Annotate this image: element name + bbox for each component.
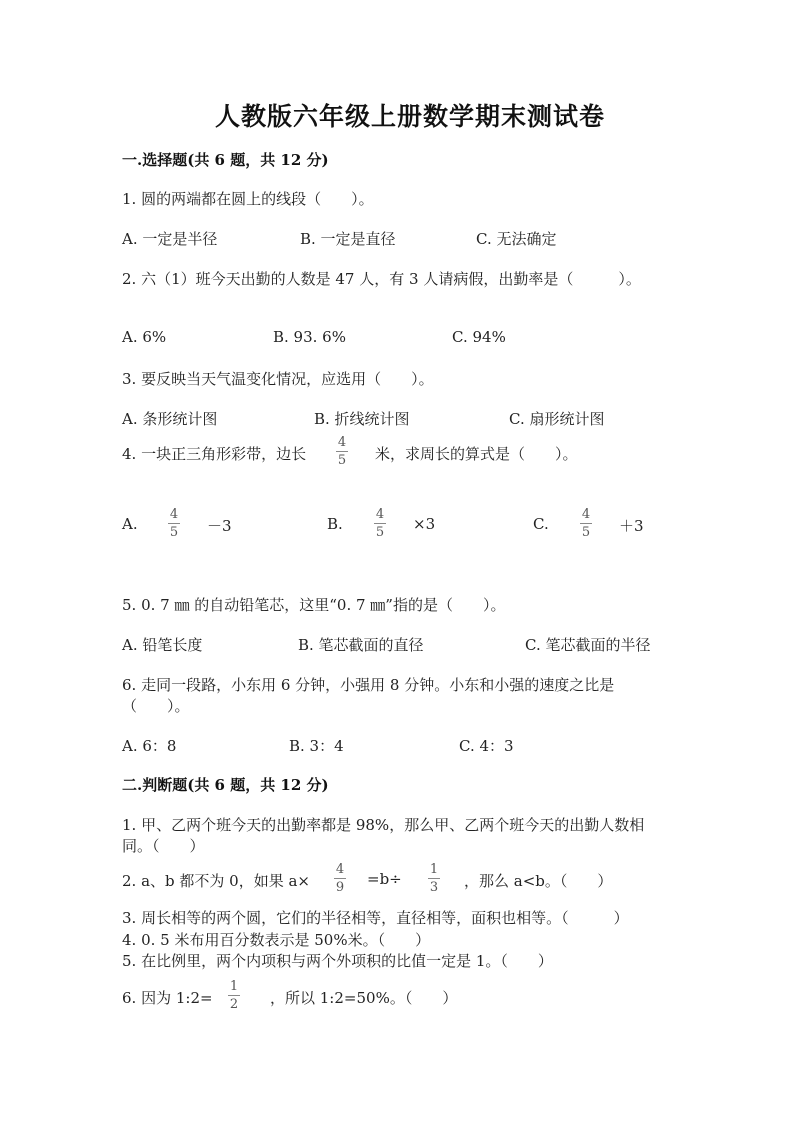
judgment-1-line-1: 1. 甲、乙两个班今天的出勤率都是 98%，那么甲、乙两个班今天的出勤人数相: [122, 816, 645, 834]
fraction-bar: [374, 523, 386, 524]
question-3-text: 3. 要反映当天气温变化情况，应选用（ ）。: [122, 370, 434, 388]
fraction-numerator: 1: [429, 862, 439, 877]
q6-option-b: B. 3：4: [289, 737, 344, 755]
q4-option-b-fraction: [374, 507, 386, 540]
q3-option-a: A. 条形统计图: [122, 410, 218, 428]
q4-option-a-label: A.: [122, 515, 138, 533]
q2-option-c: C. 94%: [452, 328, 506, 346]
fraction-denominator: 9: [335, 880, 345, 895]
q1-option-a: A. 一定是半径: [122, 230, 218, 248]
q5-option-b: B. 笔芯截面的直径: [298, 636, 424, 654]
fraction-numerator: 4: [337, 435, 347, 450]
judgment-3-text: 3. 周长相等的两个圆，它们的半径相等，直径相等，面积也相等。（ ）: [122, 909, 629, 927]
fraction-bar: [334, 878, 346, 879]
q4-option-a-op: －3: [207, 517, 232, 535]
question-1-text: 1. 圆的两端都在圆上的线段（ ）。: [122, 190, 374, 208]
fraction-bar: [228, 995, 240, 996]
q4-option-a-fraction: [168, 507, 180, 540]
judgment-1-line-2: 同。（ ）: [122, 837, 205, 855]
q3-option-b: B. 折线统计图: [314, 410, 410, 428]
q2-option-b: B. 93. 6%: [273, 328, 346, 346]
fraction-bar: [336, 451, 348, 452]
judgment-2-fraction-1: [334, 862, 346, 895]
section-heading-choice: 一.选择题(共 6 题，共 12 分): [122, 151, 329, 169]
q6-option-c: C. 4：3: [459, 737, 514, 755]
judgment-2-text-pre: 2. a、b 都不为 0，如果 a×: [122, 872, 310, 890]
q4-option-c-label: C.: [533, 515, 549, 533]
fraction-denominator: 3: [429, 880, 439, 895]
question-2-text: 2. 六（1）班今天出勤的人数是 47 人，有 3 人请病假，出勤率是（ ）。: [122, 270, 641, 288]
judgment-6-fraction: [228, 979, 240, 1012]
fraction-denominator: 5: [169, 525, 179, 540]
question-6-line-1: 6. 走同一段路，小东用 6 分钟，小强用 8 分钟。小东和小强的速度之比是: [122, 676, 615, 694]
q2-option-a: A. 6%: [122, 328, 167, 346]
judgment-4-text: 4. 0. 5 米布用百分数表示是 50%米。（ ）: [122, 931, 431, 949]
q4-option-c-fraction: [580, 507, 592, 540]
section-heading-judgment: 二.判断题(共 6 题，共 12 分): [122, 776, 329, 794]
q4-option-b-op: ×3: [413, 515, 436, 533]
q5-option-c: C. 笔芯截面的半径: [525, 636, 651, 654]
page-title: 人教版六年级上册数学期末测试卷: [215, 102, 606, 131]
q4-fraction: [336, 435, 348, 468]
question-5-text: 5. 0. 7 ㎜ 的自动铅笔芯，这里“0. 7 ㎜”指的是（ ）。: [122, 596, 506, 614]
question-4-text-post: 米，求周长的算式是（ ）。: [375, 445, 578, 463]
fraction-denominator: 2: [229, 997, 239, 1012]
judgment-2-text-post: ，那么 a<b。（ ）: [464, 872, 613, 890]
fraction-numerator: 1: [229, 979, 239, 994]
fraction-denominator: 5: [375, 525, 385, 540]
fraction-numerator: 4: [375, 507, 385, 522]
fraction-bar: [428, 878, 440, 879]
judgment-5-text: 5. 在比例里，两个内项积与两个外项积的比值一定是 1。（ ）: [122, 952, 553, 970]
question-6-line-2: （ ）。: [122, 697, 190, 715]
q3-option-c: C. 扇形统计图: [509, 410, 605, 428]
q5-option-a: A. 铅笔长度: [122, 636, 203, 654]
fraction-denominator: 5: [581, 525, 591, 540]
q6-option-a: A. 6：8: [122, 737, 177, 755]
q1-option-c: C. 无法确定: [476, 230, 557, 248]
q1-option-b: B. 一定是直径: [300, 230, 396, 248]
judgment-2-text-mid: =b÷: [367, 870, 402, 888]
fraction-bar: [168, 523, 180, 524]
fraction-denominator: 5: [337, 453, 347, 468]
fraction-bar: [580, 523, 592, 524]
fraction-numerator: 4: [169, 507, 179, 522]
q4-option-c-op: ＋3: [619, 517, 644, 535]
judgment-6-text-post: ，所以 1:2=50%。（ ）: [270, 989, 458, 1007]
q4-option-b-label: B.: [327, 515, 343, 533]
fraction-numerator: 4: [335, 862, 345, 877]
judgment-2-fraction-2: [428, 862, 440, 895]
fraction-numerator: 4: [581, 507, 591, 522]
judgment-6-text-pre: 6. 因为 1:2=: [122, 989, 213, 1007]
question-4-text-pre: 4. 一块正三角形彩带，边长: [122, 445, 307, 463]
